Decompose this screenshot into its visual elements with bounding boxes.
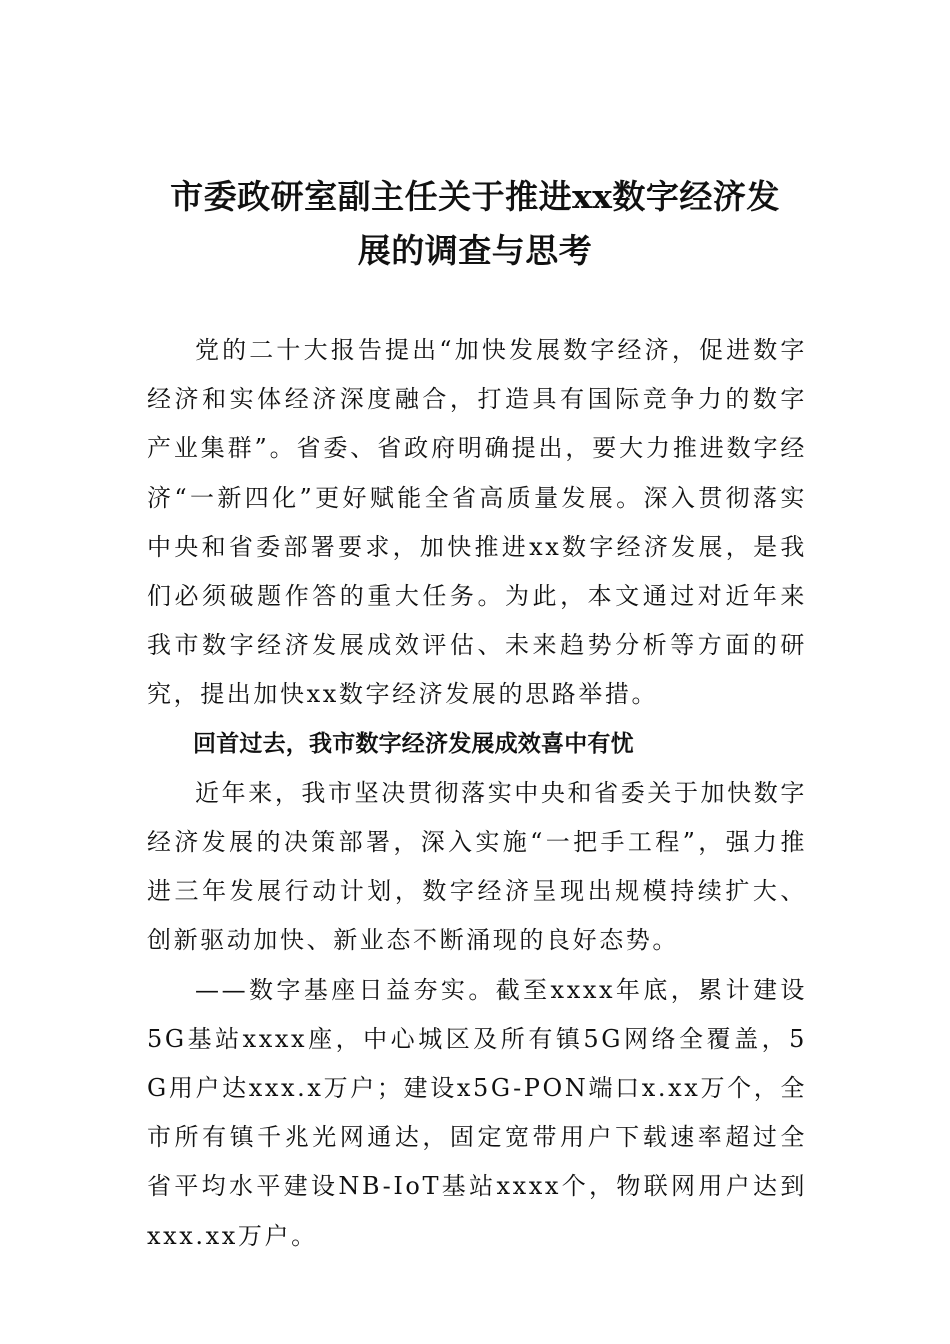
section-heading: 回首过去，我市数字经济发展成效喜中有忧 [193, 730, 634, 757]
digital-infrastructure-paragraph: ——数字基座日益夯实。截至xxxx年底，累计建设5G基站xxxx座，中心城区及所有镇5G网络全覆盖，5G用户达xxx.x万户；建设x5G-PON端口x.xx万个，全市所有镇千兆光网通达，固定宽带用户下载速率超过全省平均水平建设NB-IoT基站xxxx个，物联网用户达到xxx.xx万户。 [147, 975, 807, 1250]
title-line-2: 展的调查与思考 [357, 231, 593, 270]
section-paragraph: 近年来，我市坚决贯彻落实中央和省委关于加快数字经济发展的决策部署，深入实施“一把手工程”，强力推进三年发展行动计划，数字经济呈现出规模持续扩大、创新驱动加快、新业态不断涌现的良好态势。 [147, 778, 807, 955]
title-line-1: 市委政研室副主任关于推进xx数字经济发 [170, 177, 780, 216]
intro-paragraph: 党的二十大报告提出“加快发展数字经济，促进数字经济和实体经济深度融合，打造具有国际竞争力的数字产业集群”。省委、省政府明确提出，要大力推进数字经济“一新四化”更好赋能全省高质量发展。深入贯彻落实中央和省委部署要求，加快推进xx数字经济发展，是我们必须破题作答的重大任务。为此，本文通过对近年来我市数字经济发展成效评估、未来趋势分析等方面的研究，提出加快xx数字经济发展的思路举措。 [147, 336, 807, 709]
document-title [140, 170, 810, 278]
document-body [147, 326, 807, 1261]
